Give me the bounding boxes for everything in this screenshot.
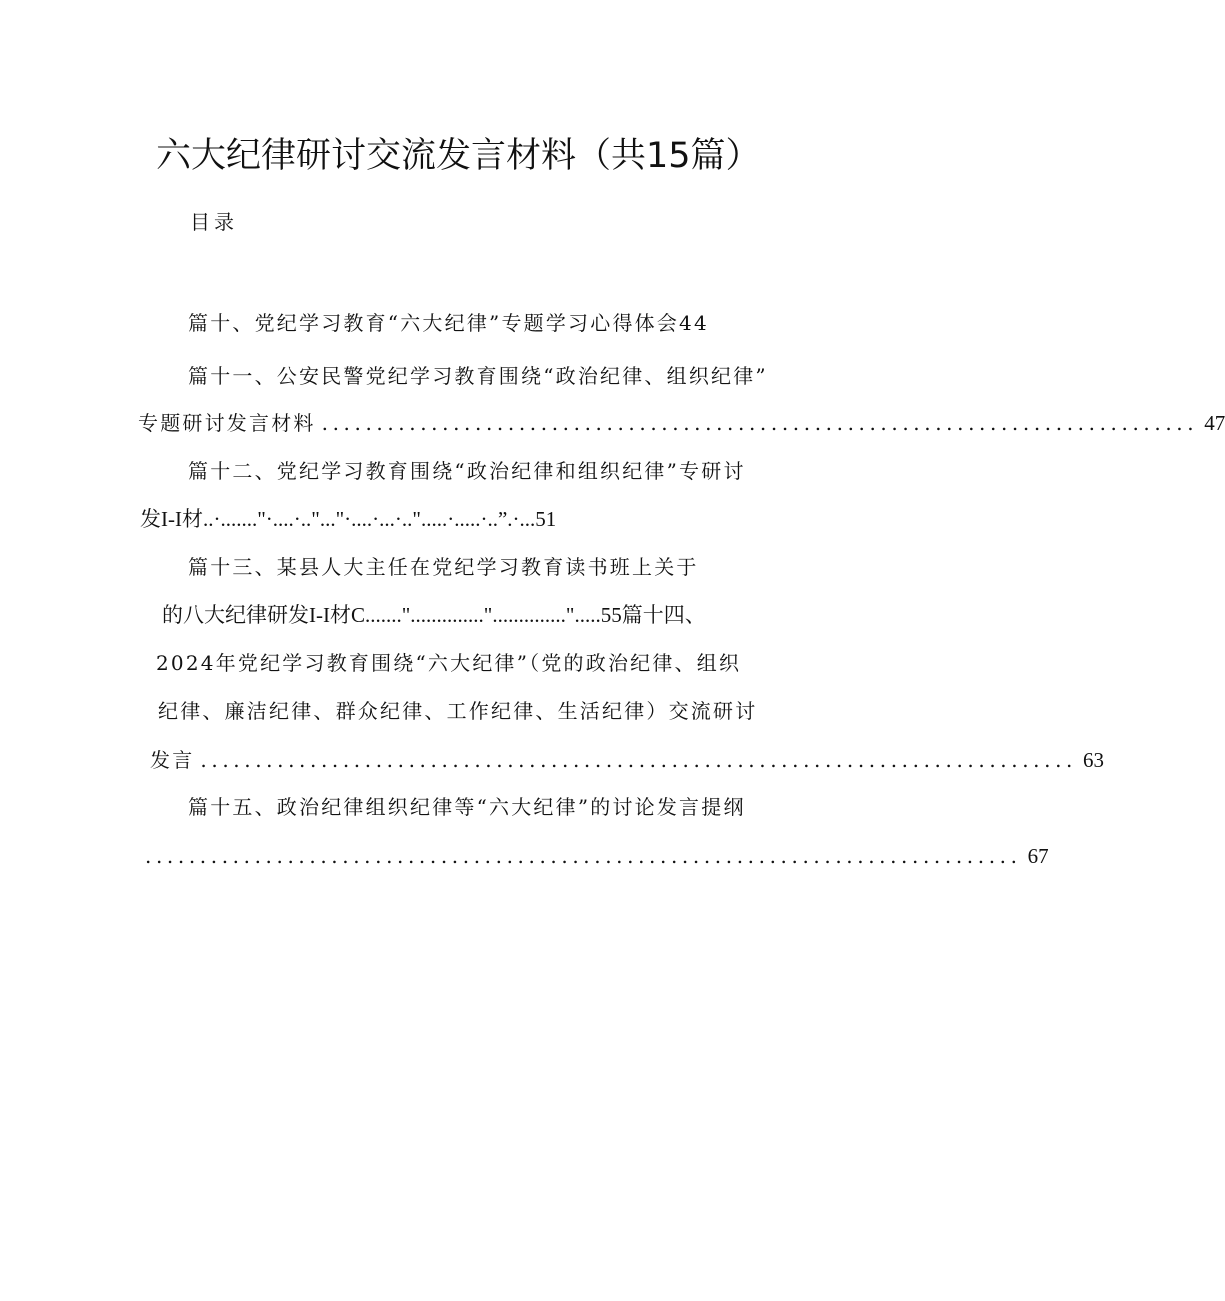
toc-entry-12-line2[interactable]: 发I-I材..·......."·....·.."..."·....·...·..".....·.....·..”.·...51 — [140, 507, 557, 531]
toc-entry-13-line2[interactable]: 的八大纪律研发I-I材C.......".............."..............".....55篇十四、 — [162, 603, 706, 627]
toc-entry-13-line1[interactable]: 篇十三、某县人大主任在党纪学习教育读书班上关于 — [188, 555, 699, 579]
toc-entry-11-line2[interactable] — [138, 411, 1225, 435]
toc-entry-14-line2[interactable]: 纪律、廉洁纪律、群众纪律、工作纪律、生活纪律）交流研讨 — [158, 699, 758, 723]
toc-entry-11-line1[interactable]: 篇十一、公安民警党纪学习教育围绕“政治纪律、组织纪律” — [188, 364, 768, 388]
toc-entry-15-line2[interactable] — [145, 844, 1049, 868]
leader-dots: ................................................................................ — [145, 844, 1022, 868]
toc-heading: 目录 — [190, 210, 238, 234]
leader-dots: ................................................................................ — [200, 748, 1077, 772]
toc-entry-14-text: 发言 — [150, 748, 195, 772]
document-title: 六大纪律研讨交流发言材料（共15篇） — [156, 136, 761, 176]
toc-entry-14-line3[interactable] — [150, 748, 1104, 772]
toc-entry-11-text: 专题研讨发言材料 — [138, 411, 316, 435]
page-number: 47 — [1204, 411, 1225, 435]
toc-entry-12-line1[interactable]: 篇十二、党纪学习教育围绕“政治纪律和组织纪律”专研讨 — [188, 459, 746, 483]
toc-entry-14-line1[interactable]: 2024年党纪学习教育围绕“六大纪律”（党的政治纪律、组织 — [156, 651, 742, 675]
page-number: 67 — [1027, 844, 1049, 868]
leader-dots: ................................................................................ — [321, 411, 1199, 435]
page-number: 63 — [1083, 748, 1104, 772]
toc-entry-15-line1[interactable]: 篇十五、政治纪律组织纪律等“六大纪律”的讨论发言提纲 — [188, 795, 746, 819]
toc-entry-10[interactable]: 篇十、党纪学习教育“六大纪律”专题学习心得体会44 — [188, 311, 709, 335]
